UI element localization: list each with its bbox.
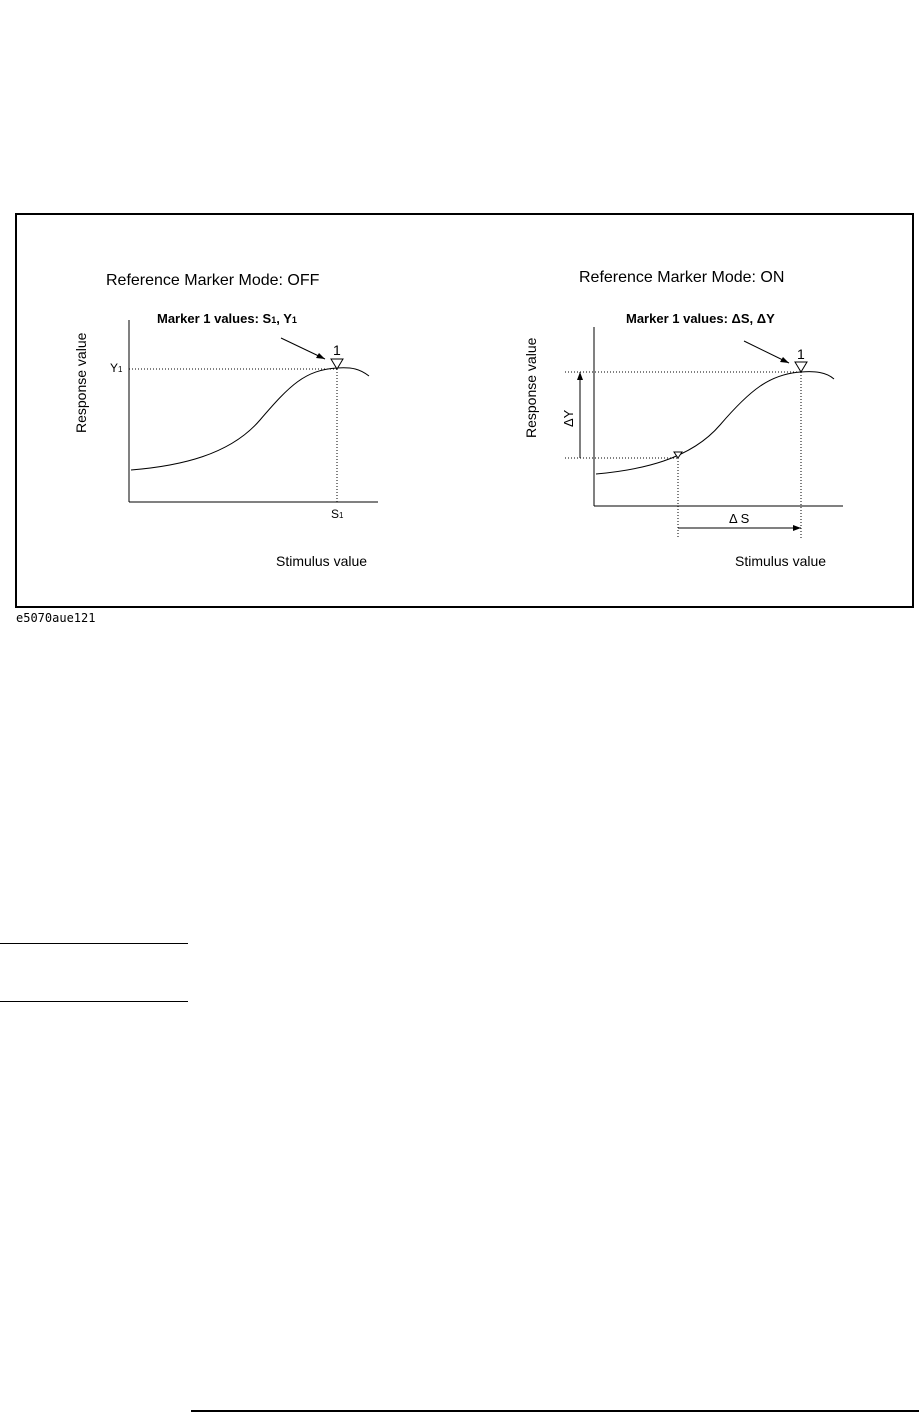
- left-title: Reference Marker Mode: OFF: [106, 272, 320, 289]
- note-rule-bottom: [0, 1001, 188, 1002]
- right-delta-s-arrowhead: [793, 525, 801, 531]
- right-arrowhead: [780, 357, 789, 363]
- left-s1-label: S1: [331, 507, 344, 521]
- right-ylabel: Response value: [523, 337, 539, 438]
- note-rule-top: [0, 943, 188, 944]
- right-marker-values: Marker 1 values: ΔS, ΔY: [626, 311, 775, 326]
- right-marker-number: 1: [797, 346, 805, 362]
- right-marker-triangle: [795, 362, 807, 372]
- right-response-curve: [596, 372, 834, 474]
- right-delta-y-label: ΔY: [561, 409, 576, 427]
- left-marker-values: Marker 1 values: S1, Y1: [157, 311, 297, 326]
- right-delta-y-arrowhead: [577, 372, 583, 380]
- left-xlabel: Stimulus value: [276, 553, 368, 569]
- right-xlabel: Stimulus value: [735, 553, 827, 569]
- right-delta-s-label: Δ S: [729, 511, 750, 526]
- left-y1-label: Y1: [110, 361, 123, 375]
- left-arrowhead: [316, 353, 325, 359]
- figure-id-label: e5070aue121: [16, 611, 96, 625]
- left-response-curve: [131, 368, 369, 470]
- left-marker-number: 1: [333, 342, 341, 358]
- footer-rule: [191, 1410, 919, 1412]
- left-ylabel: Response value: [73, 332, 89, 433]
- right-title: Reference Marker Mode: ON: [579, 269, 785, 286]
